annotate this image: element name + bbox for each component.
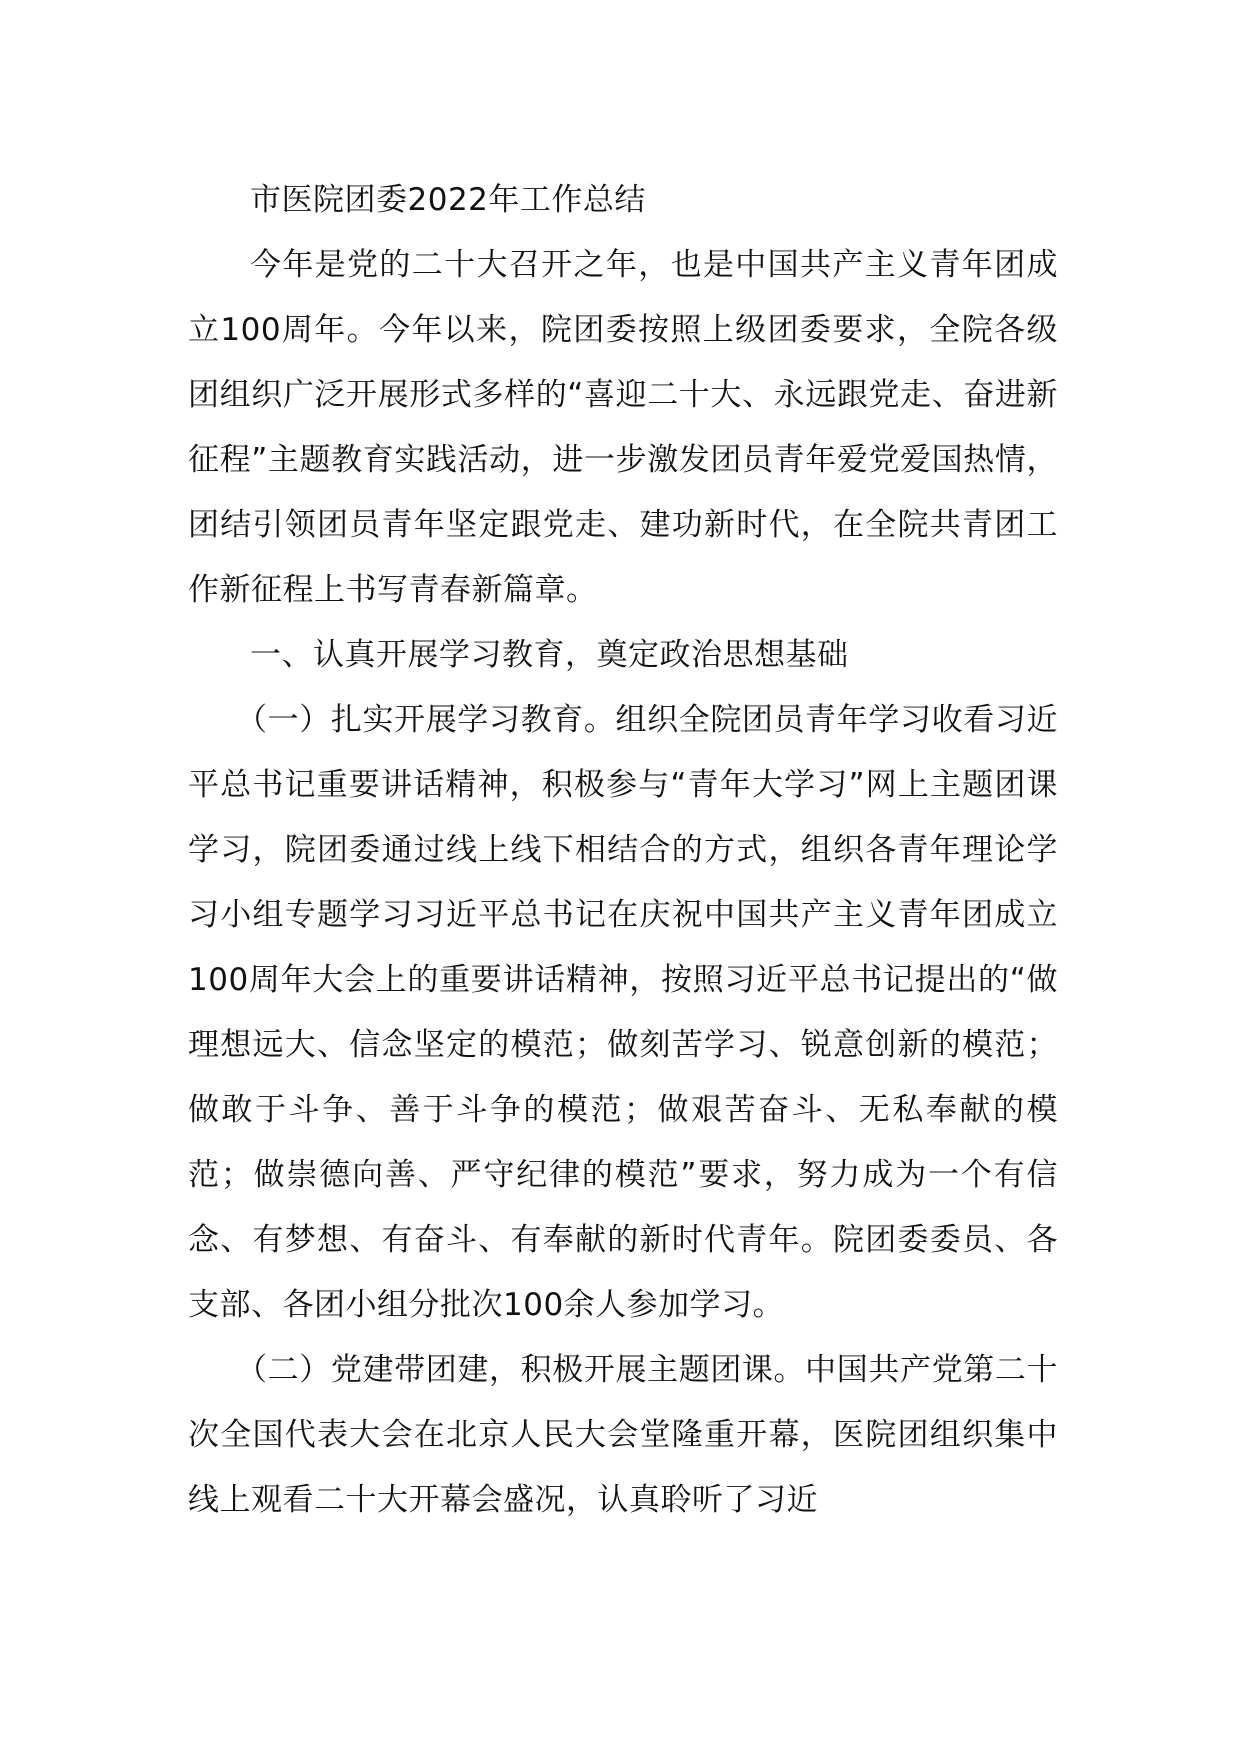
- section-heading-1: 一、认真开展学习教育，奠定政治思想基础: [250, 637, 849, 673]
- paragraph-intro: 今年是党的二十大召开之年，也是中国共产主义青年团成立100周年。今年以来，院团委按照上级团委要求，全院各级团组织广泛开展形式多样的“喜迎二十大、永远跟党走、奋进新征程”主题教育实践活动，进一步激发团员青年爱党爱国热情，团结引领团员青年坚定跟党走、建功新时代，在全院共青团工作新征程上书写青春新篇章。: [188, 247, 1058, 608]
- document-title: 市医院团委2022年工作总结: [250, 182, 646, 218]
- paragraph-subsection-2: （二）党建带团建，积极开展主题团课。中国共产党第二十次全国代表大会在北京人民大会堂隆重开幕，医院团组织集中线上观看二十大开幕会盛况，认真聆听了习近: [188, 1352, 1058, 1518]
- paragraph-subsection-1: （一）扎实开展学习教育。组织全院团员青年学习收看习近平总书记重要讲话精神，积极参与“青年大学习”网上主题团课学习，院团委通过线上线下相结合的方式，组织各青年理论学习小组专题学习习近平总书记在庆祝中国共产主义青年团成立100周年大会上的重要讲话精神，按照习近平总书记提出的“做理想远大、信念坚定的模范；做刻苦学习、锐意创新的模范；做敢于斗争、善于斗争的模范；做艰苦奋斗、无私奉献的模范；做崇德向善、严守纪律的模范”要求，努力成为一个有信念、有梦想、有奋斗、有奉献的新时代青年。院团委委员、各支部、各团小组分批次100余人参加学习。: [188, 702, 1058, 1323]
- document-body: [188, 168, 1058, 1533]
